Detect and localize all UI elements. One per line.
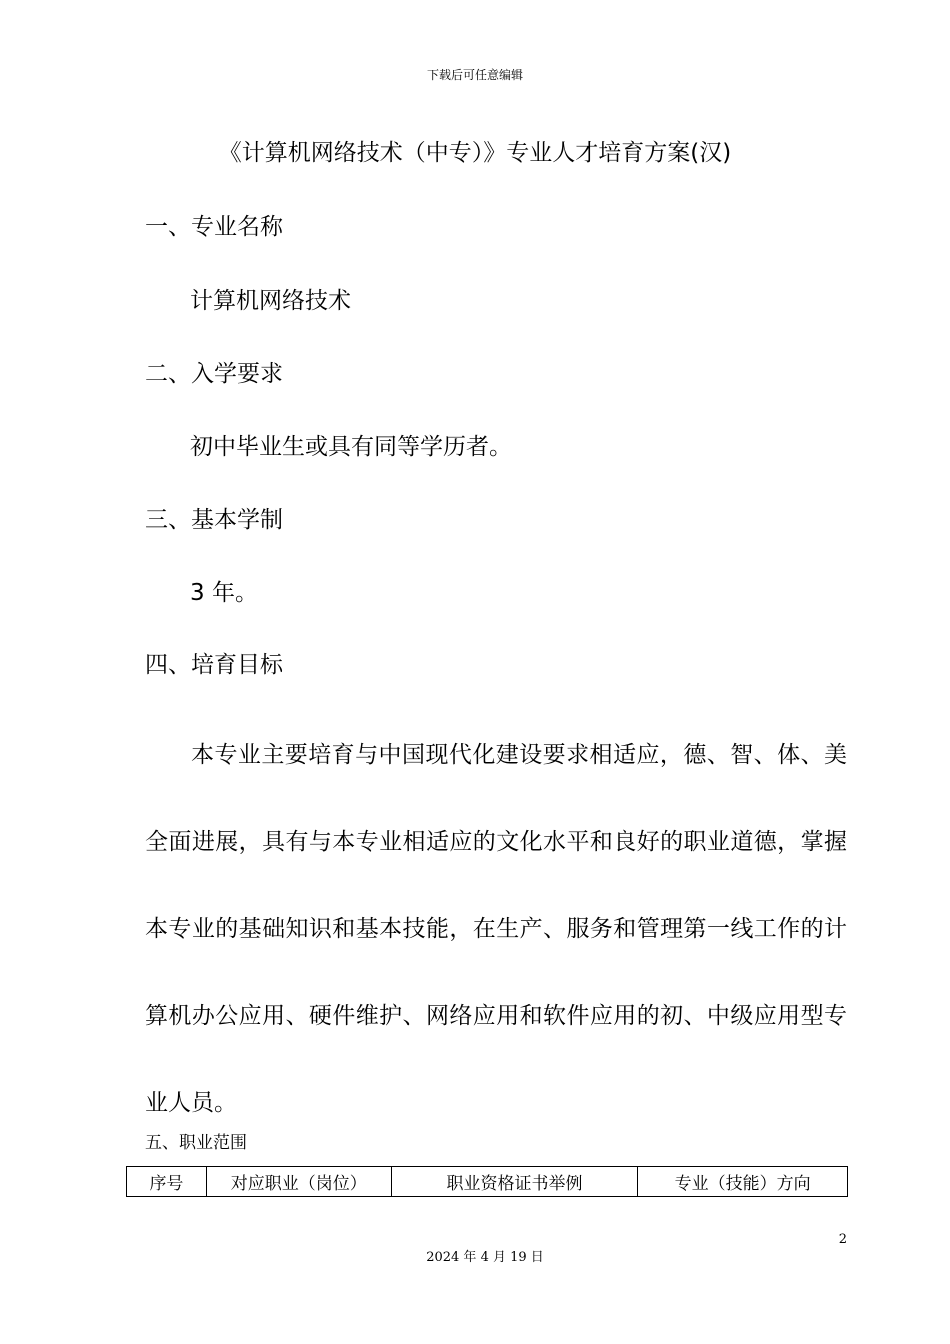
document-title: 《计算机网络技术（中专）》专业人才培育方案(汉) <box>218 140 732 166</box>
section-heading-objective: 四、培育目标 <box>145 652 283 678</box>
section-content-admission: 初中毕业生或具有同等学历者。 <box>190 434 512 460</box>
page-number: 2 <box>838 1232 847 1247</box>
career-table-header-occupation: 对应职业（岗位） <box>206 1167 391 1197</box>
section-content-duration: 3 年。 <box>190 580 258 606</box>
career-table-header-row <box>127 1167 848 1197</box>
section-content-objective: 本专业主要培育与中国现代化建设要求相适应，德、智、体、美全面进展，具有与本专业相适应的文化水平和良好的职业道德，掌握本专业的基础知识和基本技能，在生产、服务和管理第一线工作的计算机办公应用、硬件维护、网络应用和软件应用的初、中级应用型专业人员。 <box>145 742 847 1116</box>
page-header: 下载后可任意编辑 <box>426 68 523 82</box>
section-heading-major-name: 一、专业名称 <box>145 214 283 240</box>
section-content-major-name: 计算机网络技术 <box>190 288 351 314</box>
section-heading-duration: 三、基本学制 <box>145 507 283 533</box>
career-table <box>126 1166 848 1197</box>
career-table-header-index: 序号 <box>127 1167 207 1197</box>
section-heading-career: 五、职业范围 <box>145 1133 247 1153</box>
section-heading-admission: 二、入学要求 <box>145 361 283 387</box>
career-table-header-certificate: 职业资格证书举例 <box>391 1167 638 1197</box>
footer-date: 2024 年 4 月 19 日 <box>426 1250 544 1265</box>
career-table-header-direction: 专业（技能）方向 <box>638 1167 848 1197</box>
